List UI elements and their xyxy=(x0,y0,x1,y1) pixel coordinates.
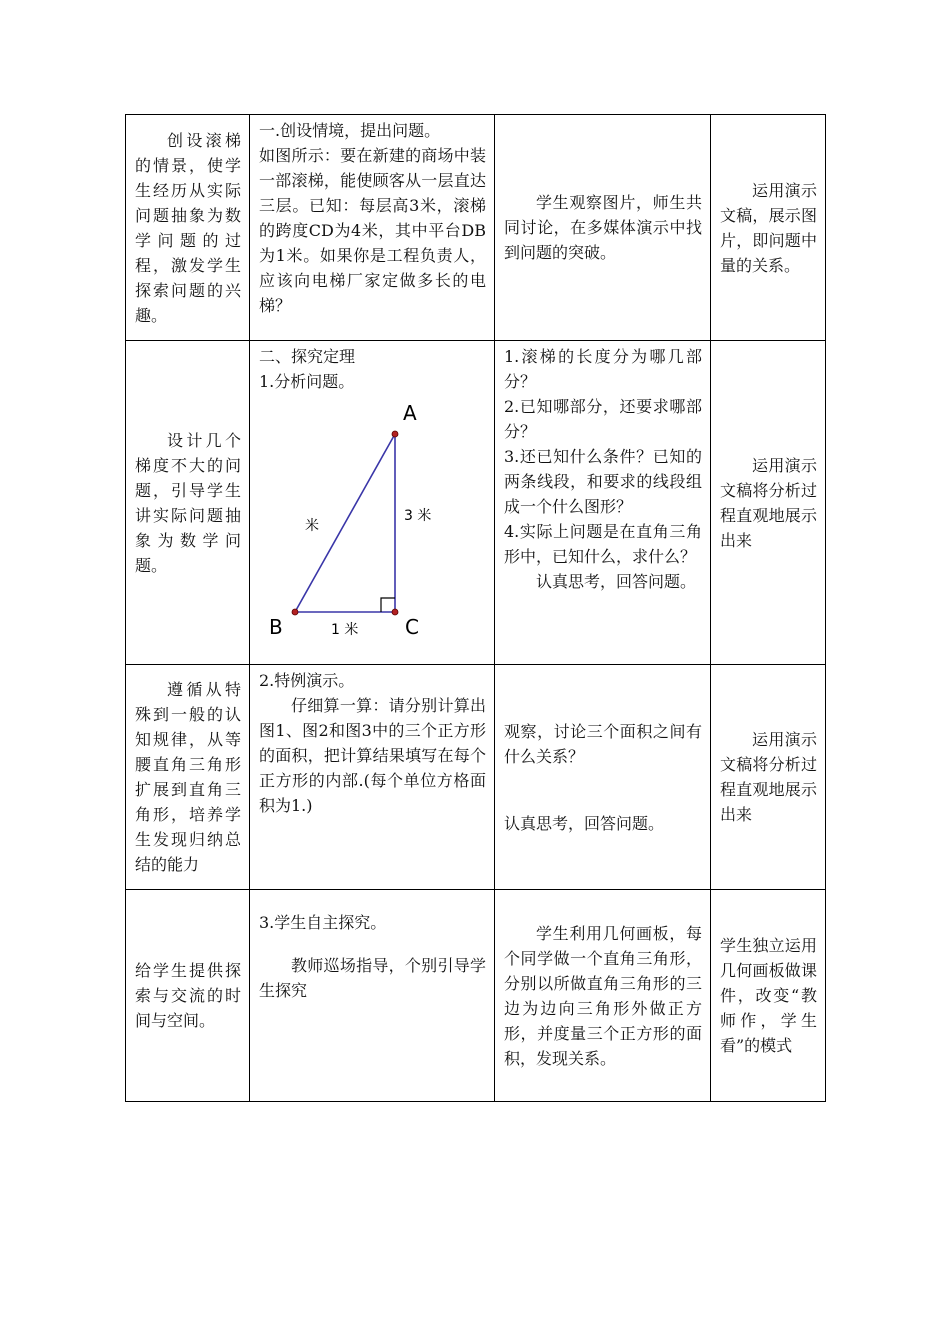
answer-text: 认真思考，回答问题。 xyxy=(504,813,665,833)
design-intent-cell xyxy=(126,890,250,1102)
design-intent-cell xyxy=(126,665,250,890)
media-cell xyxy=(711,115,826,341)
side-label-bc: 1 米 xyxy=(331,622,359,638)
section-subtitle: 1.分析问题。 xyxy=(259,372,355,391)
design-intent-text: 设计几个梯度不大的问题，引导学生讲实际问题抽象为数学问题。 xyxy=(135,430,241,575)
question-item: 4.实际上问题是在直角三角形中，已知什么，求什么？ xyxy=(504,522,702,566)
point-b xyxy=(292,609,298,615)
table-row xyxy=(126,890,826,1102)
table-row xyxy=(126,115,826,341)
section-title: 3.学生自主探究。 xyxy=(259,913,387,932)
student-activity-cell xyxy=(495,890,711,1102)
media-text: 运用演示文稿将分析过程直观地展示出来 xyxy=(720,455,817,550)
point-a xyxy=(392,431,398,437)
media-cell xyxy=(711,890,826,1102)
section-title: 2.特例演示。 xyxy=(259,671,355,690)
teaching-content-cell xyxy=(250,665,495,890)
design-intent-text: 给学生提供探索与交流的时间与空间。 xyxy=(135,961,241,1030)
design-intent-cell xyxy=(126,115,250,341)
design-intent-text: 创设滚梯的情景，使学生经历从实际问题抽象为数学问题的过程，激发学生探索问题的兴趣。 xyxy=(135,130,241,325)
teaching-content-cell xyxy=(250,341,495,665)
point-c xyxy=(392,609,398,615)
section-title: 二、探究定理 xyxy=(259,347,356,366)
spacer xyxy=(504,769,702,811)
media-cell xyxy=(711,665,826,890)
side-label-ab: 米 xyxy=(305,518,319,534)
table-row xyxy=(126,665,826,890)
design-intent-text: 遵循从特殊到一般的认知规律，从等腰直角三角形扩展到直角三角形，培养学生发现归纳总结的能力 xyxy=(135,680,241,874)
media-cell xyxy=(711,341,826,665)
student-activity-text: 学生观察图片，师生共同讨论，在多媒体演示中找到问题的突破。 xyxy=(504,193,702,262)
student-activity-text: 学生利用几何画板，每个同学做一个直角三角形，分别以所做直角三角形的三边为边向三角形外做正方形，并度量三个正方形的面积，发现关系。 xyxy=(504,923,702,1068)
question-item: 2.已知哪部分，还要求哪部分？ xyxy=(504,397,702,441)
student-activity-cell xyxy=(495,665,711,890)
spacer xyxy=(259,935,486,953)
lesson-plan-table xyxy=(125,114,826,1102)
section-title: 一.创设情境，提出问题。 xyxy=(259,121,441,140)
vertex-label-c: C xyxy=(405,615,419,639)
teaching-content-cell xyxy=(250,890,495,1102)
problem-text: 如图所示：要在新建的商场中装一部滚梯，能使顾客从一层直达三层。已知：每层高3米，滚梯的跨度CD为4米，其中平台DB为1米。如果你是工程负责人，应该向电梯厂家定做多长的电梯？ xyxy=(259,146,486,315)
exercise-text: 仔细算一算：请分别计算出图1、图2和图3中的三个正方形的面积，把计算结果填写在每个正方形的内部.(每个单位方格面积为1.) xyxy=(259,696,486,815)
question-item: 3.还已知什么条件？已知的两条线段，和要求的线段组成一个什么图形？ xyxy=(504,447,702,516)
student-activity-cell xyxy=(495,115,711,341)
observation-text: 观察，讨论三个面积之间有什么关系？ xyxy=(504,721,702,766)
media-text: 学生独立运用几何画板做课件，改变“教师作，学生看”的模式 xyxy=(720,936,817,1055)
design-intent-cell xyxy=(126,341,250,665)
right-triangle-diagram xyxy=(259,400,487,648)
table-row xyxy=(126,341,826,665)
teaching-content-cell xyxy=(250,115,495,341)
side-label-ac: 3 米 xyxy=(404,508,432,524)
question-item: 1.滚梯的长度分为哪几部分？ xyxy=(504,347,702,391)
vertex-label-b: B xyxy=(269,615,283,639)
closing-text: 认真思考，回答问题。 xyxy=(536,572,697,591)
media-text: 运用演示文稿将分析过程直观地展示出来 xyxy=(720,730,817,824)
vertex-label-a: A xyxy=(403,401,417,425)
guidance-text: 教师巡场指导，个别引导学生探究 xyxy=(259,956,486,1000)
student-activity-cell xyxy=(495,341,711,665)
media-text: 运用演示文稿，展示图片，即问题中量的关系。 xyxy=(720,180,817,275)
